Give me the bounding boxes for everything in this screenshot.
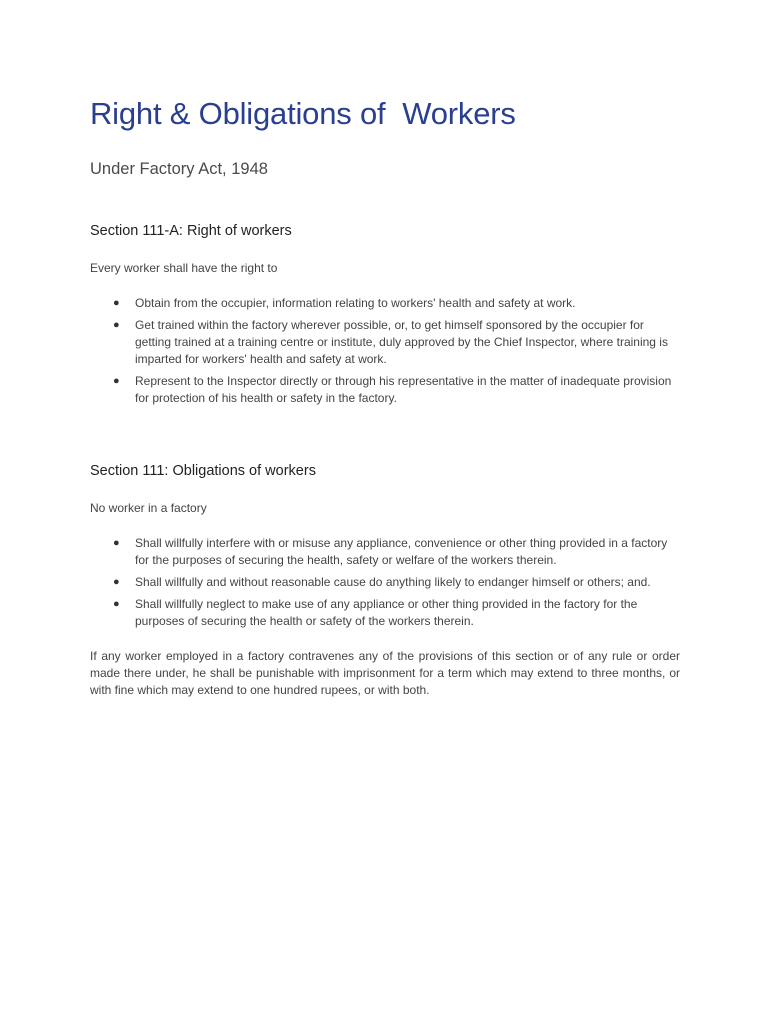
list-item-text: Shall willfully and without reasonable cause do anything likely to endanger himself or others; and. [135, 575, 651, 589]
rights-list [90, 295, 680, 412]
list-item [90, 574, 680, 591]
section-intro-obligations: No worker in a factory [90, 501, 207, 515]
list-item-text: Shall willfully interfere with or misuse any appliance, convenience or other thing provided in a factory for the purposes of securing the health, safety or welfare of the workers therein. [135, 536, 668, 567]
document-subtitle: Under Factory Act, 1948 [90, 160, 268, 178]
list-item-text: Represent to the Inspector directly or through his representative in the matter of inadequate provision for protection of his health or safety in the factory. [135, 374, 672, 405]
bullet-icon: ● [113, 537, 120, 549]
obligations-list [90, 535, 680, 635]
list-item-text: Get trained within the factory wherever possible, or, to get himself sponsored by the occupier for getting trained at a training centre or institute, duly approved by the Chief Inspector, where training is imparted for workers' health and safety at work. [135, 318, 668, 366]
list-item [90, 373, 680, 407]
bullet-icon: ● [113, 598, 120, 610]
list-item-text: Obtain from the occupier, information relating to workers' health and safety at work. [135, 296, 576, 310]
section-heading-rights: Section 111-A: Right of workers [90, 223, 292, 239]
penalty-paragraph: If any worker employed in a factory contravenes any of the provisions of this section or of any rule or order made there under, he shall be punishable with imprisonment for a term which may extend to three months, or with fine which may extend to one hundred rupees, or with both. [90, 649, 680, 697]
bullet-icon: ● [113, 576, 120, 588]
list-item [90, 535, 680, 569]
list-item [90, 596, 680, 630]
section-heading-obligations: Section 111: Obligations of workers [90, 463, 316, 479]
bullet-icon: ● [113, 375, 120, 387]
bullet-icon: ● [113, 319, 120, 331]
document-title: Right & Obligations of Workers [90, 96, 516, 131]
list-item [90, 295, 680, 312]
section-intro-rights: Every worker shall have the right to [90, 261, 278, 275]
list-item [90, 317, 680, 368]
bullet-icon: ● [113, 297, 120, 309]
list-item-text: Shall willfully neglect to make use of any appliance or other thing provided in the factory for the purposes of securing the health or safety of the workers therein. [135, 597, 638, 628]
